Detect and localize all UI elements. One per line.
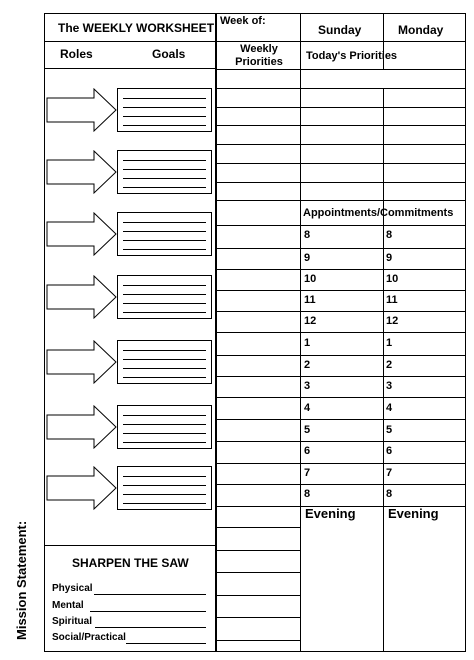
goal-line xyxy=(123,476,206,477)
goal-line xyxy=(123,249,206,250)
sharpen-item-line[interactable] xyxy=(126,643,206,644)
monday-hour-label: 2 xyxy=(386,359,393,371)
goal-line xyxy=(123,240,206,241)
goal-line xyxy=(123,433,206,434)
grid-line xyxy=(216,572,300,573)
monday-hour-label: 10 xyxy=(386,273,399,285)
goal-line xyxy=(123,125,206,126)
sunday-hour-label: 2 xyxy=(304,359,311,371)
goal-box-6[interactable] xyxy=(117,405,212,449)
goal-line xyxy=(123,107,206,108)
goal-line xyxy=(123,503,206,504)
monday-hour-label: 8 xyxy=(386,488,393,500)
sunday-hour-label: 6 xyxy=(304,445,311,457)
grid-line xyxy=(216,144,466,145)
goal-line xyxy=(123,312,206,313)
grid-line xyxy=(216,397,466,398)
goal-line xyxy=(123,160,206,161)
grid-line xyxy=(216,269,466,270)
evening-label-monday: Evening xyxy=(388,506,439,521)
sunday-hour-label: 12 xyxy=(304,315,317,327)
role-arrow-6 xyxy=(46,405,118,451)
role-arrow-2 xyxy=(46,150,118,196)
goal-line xyxy=(123,442,206,443)
monday-hour-label: 8 xyxy=(386,229,393,241)
worksheet-title: The WEEKLY WORKSHEET xyxy=(58,21,215,35)
role-arrow-3 xyxy=(46,212,118,258)
monday-hour-label: 6 xyxy=(386,445,393,457)
monday-hour-label: 3 xyxy=(386,380,393,392)
grid-line xyxy=(216,200,466,201)
goal-line xyxy=(123,231,206,232)
todays-priorities-label: Today's Priorities xyxy=(306,50,398,62)
grid-line xyxy=(216,107,466,108)
goal-line xyxy=(123,169,206,170)
monday-hour-label: 4 xyxy=(386,402,393,414)
grid-line xyxy=(216,311,466,312)
monday-hour-label: 11 xyxy=(386,294,398,306)
grid-line xyxy=(216,355,466,356)
monday-hour-label: 12 xyxy=(386,315,399,327)
goal-box-2[interactable] xyxy=(117,150,212,194)
grid-line xyxy=(216,163,466,164)
goal-line xyxy=(123,368,206,369)
goal-line xyxy=(123,494,206,495)
goal-line xyxy=(123,424,206,425)
sunday-hour-label: 9 xyxy=(304,252,311,264)
grid-line xyxy=(216,376,466,377)
goal-box-7[interactable] xyxy=(117,466,212,510)
sunday-hour-label: 8 xyxy=(304,229,311,241)
grid-line xyxy=(216,463,466,464)
goal-box-4[interactable] xyxy=(117,275,212,319)
grid-line xyxy=(216,441,466,442)
role-arrow-7 xyxy=(46,466,118,512)
monday-hour-label: 5 xyxy=(386,424,393,436)
goal-line xyxy=(123,377,206,378)
roles-label: Roles xyxy=(60,47,93,61)
goal-line xyxy=(123,285,206,286)
sunday-hour-label: 5 xyxy=(304,424,311,436)
goal-box-5[interactable] xyxy=(117,340,212,384)
goal-line xyxy=(123,178,206,179)
grid-line xyxy=(216,595,300,596)
goals-label: Goals xyxy=(152,47,186,61)
grid-line xyxy=(216,550,300,551)
goal-line xyxy=(123,187,206,188)
day-monday: Monday xyxy=(398,23,444,37)
goal-line xyxy=(123,485,206,486)
monday-hour-label: 9 xyxy=(386,252,393,264)
sharpen-item-line[interactable] xyxy=(95,627,206,628)
sunday-hour-label: 11 xyxy=(304,294,316,306)
sunday-hour-label: 1 xyxy=(304,337,311,349)
goal-line xyxy=(123,415,206,416)
role-arrow-4 xyxy=(46,275,118,321)
grid-line xyxy=(216,182,466,183)
sharpen-the-saw-title: SHARPEN THE SAW xyxy=(72,556,189,570)
mission-statement-label: Mission Statement: xyxy=(14,520,29,640)
sunday-hour-label: 10 xyxy=(304,273,317,285)
monday-hour-label: 1 xyxy=(386,337,393,349)
monday-hour-label: 7 xyxy=(386,467,393,479)
grid-line xyxy=(216,640,300,641)
grid-line xyxy=(216,88,466,89)
sharpen-item-label: Social/Practical xyxy=(52,632,126,643)
sharpen-item-label: Spiritual xyxy=(52,616,93,627)
goal-line xyxy=(123,350,206,351)
sharpen-item-line[interactable] xyxy=(90,611,206,612)
goal-line xyxy=(123,98,206,99)
week-of-label: Week of: xyxy=(220,15,266,27)
grid-line xyxy=(216,225,466,226)
sunday-hour-label: 8 xyxy=(304,488,311,500)
sunday-hour-label: 3 xyxy=(304,380,311,392)
sharpen-item-label: Mental xyxy=(52,600,84,611)
grid-line xyxy=(216,484,466,485)
goal-line xyxy=(123,222,206,223)
day-sunday: Sunday xyxy=(318,23,362,37)
role-arrow-1 xyxy=(46,88,118,134)
role-arrow-5 xyxy=(46,340,118,386)
grid-line xyxy=(216,125,466,126)
appointments-title: Appointments/Commitments xyxy=(303,207,454,219)
sunday-hour-label: 7 xyxy=(304,467,311,479)
sharpen-item-label: Physical xyxy=(52,583,93,594)
grid-line xyxy=(216,332,466,333)
goal-line xyxy=(123,359,206,360)
goal-line xyxy=(123,303,206,304)
goal-line xyxy=(123,116,206,117)
grid-line xyxy=(216,506,466,507)
sharpen-item-line[interactable] xyxy=(94,594,206,595)
goal-box-1[interactable] xyxy=(117,88,212,132)
weekly-priorities-label: Weekly Priorities xyxy=(235,43,283,68)
evening-label-sunday: Evening xyxy=(305,506,356,521)
grid-line xyxy=(216,617,300,618)
goal-box-3[interactable] xyxy=(117,212,212,256)
goal-line xyxy=(123,294,206,295)
grid-line xyxy=(216,419,466,420)
grid-line xyxy=(216,527,300,528)
grid-line xyxy=(216,290,466,291)
sunday-hour-label: 4 xyxy=(304,402,311,414)
grid-line xyxy=(216,248,466,249)
